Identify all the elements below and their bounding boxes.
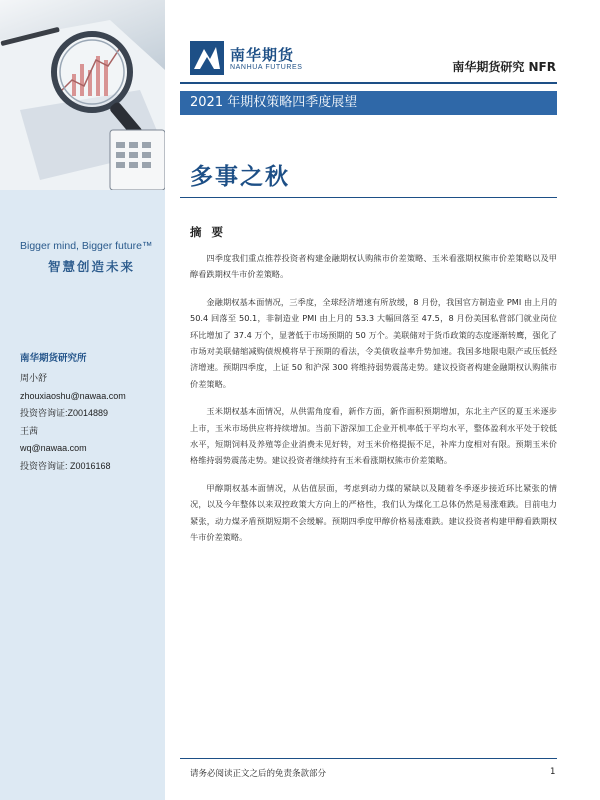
- sidebar: [0, 0, 165, 800]
- research-label: 南华期货研究 NFR: [452, 60, 556, 74]
- logo-mark-icon: [190, 41, 224, 75]
- slogan-en: Bigger mind, Bigger future™: [20, 240, 153, 252]
- page-number: 1: [550, 767, 556, 777]
- analyst-license: 投资咨询证: Z0016168: [20, 460, 111, 471]
- magnifier-chart-illustration: [0, 0, 165, 190]
- abstract-paragraph: 玉米期权基本面情况，从供需角度看，新作方面，新作面积预期增加，东北主产区的夏玉米逐步上市，玉米市场供应将持续增加。当前下游深加工企业开机率低于平均水平，整体盈利水平处于较低水平，短期饲料及养殖等企业消费未见好转，对玉米价格提振不足，补库力度相对有限。预期玉米价格维持弱势震荡走势。建议投资者继续持有玉米看涨期权熊市价差策略。: [190, 406, 557, 466]
- abstract-paragraph: 金融期权基本面情况，三季度，全球经济增速有所放缓，8 月份，我国官方制造业 PMI 由上月的 50.4 回落至 50.1，非制造业 PMI 由上月的 53.3 大幅回落至 47.5，8 月份美国私营部门就业岗位环比增加了 37.4 万个，显著低于市场预期的 50 万个。美联储对于货币政策的态度逐渐转鹰，强化了市场对美联储缩减购债规模将早于预期的看法，令美债收益率升势加速。我国多地限电限产或压低经济增速。预期四季度，上证 50 和沪深 300 将维持弱势震荡走势。建议投资者构建金融期权认购熊市价差策略。: [190, 296, 557, 389]
- logo-cn-text: 南华期货: [230, 45, 295, 64]
- logo-en-text: NANHUA FUTURES: [230, 63, 303, 71]
- abstract-paragraph: 四季度我们重点推荐投资者构建金融期权认购熊市价差策略、玉米看涨期权熊市价差策略以及甲醇看跌期权牛市价差策略。: [190, 253, 557, 280]
- hero-photo: [0, 0, 165, 190]
- slogan-cn: 智慧创造未来: [48, 259, 136, 274]
- disclaimer-note: 请务必阅读正文之后的免责条款部分: [190, 769, 327, 779]
- analyst-contact: [20, 350, 160, 475]
- company-logo: [190, 40, 303, 76]
- abstract-heading: 摘 要: [190, 225, 227, 239]
- analyst-email[interactable]: wq@nawaa.com: [20, 443, 87, 453]
- institute-name: 南华期货研究所: [20, 353, 87, 364]
- analyst-license: 投资咨询证:Z0014889: [20, 408, 109, 418]
- page-title: 多事之秋: [190, 164, 290, 190]
- title-divider: [180, 197, 557, 198]
- header-divider: [180, 82, 557, 84]
- analyst-name: 王茜: [20, 425, 39, 436]
- report-series-bar: 2021 年期权策略四季度展望: [180, 91, 557, 115]
- analyst-email[interactable]: zhouxiaoshu@nawaa.com: [20, 390, 126, 401]
- abstract-paragraph: 甲醇期权基本面情况，从估值层面，考虑到动力煤的紧缺以及随着冬季逐步接近环比紧张的情况，以及今年整体以来双控政策大方向上的严格性，我们认为煤化工总体仍然是易涨难跌。目前电力紧张，动力煤矛盾预期短期不会缓解。预期四季度甲醇价格易涨难跌。建议投资者构建甲醇看跌期权牛市价差策略。: [190, 482, 557, 543]
- abstract-body: [190, 250, 557, 557]
- footer-divider: [180, 758, 557, 759]
- analyst-name: 周小舒: [20, 373, 48, 383]
